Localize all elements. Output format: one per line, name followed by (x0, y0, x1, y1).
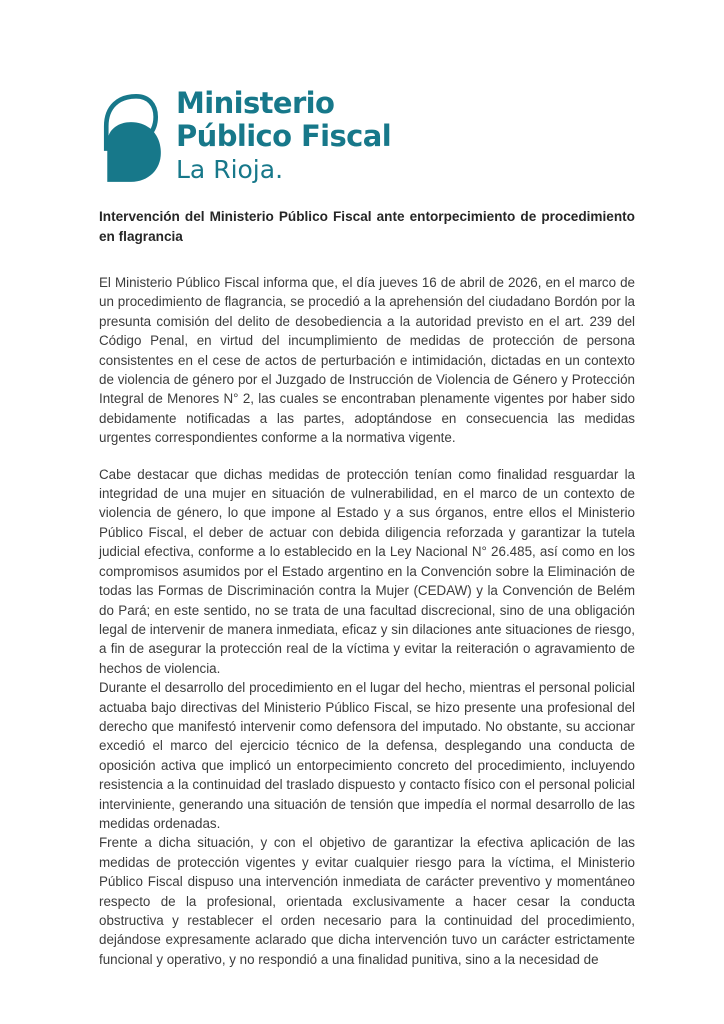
body-paragraph-2: Cabe destacar que dichas medidas de protección tenían como finalidad resguardar la integridad de una mujer en situación de vulnerabilidad, en el marco de un contexto de violencia de género, lo que impone al Estado y a sus órganos, entre ellos el Ministerio Público Fiscal, el deber de actuar con debida diligencia reforzada y garantizar la tutela judicial efectiva, conforme a lo establecido en la Ley Nacional N° 26.485, así como en los compromisos asumidos por el Estado argentino en la Convención sobre la Eliminación de todas las Formas de Discriminación contra la Mujer (CEDAW) y la Convención de Belém do Pará; en este sentido, no se trata de una facultad discrecional, sino de una obligación legal de intervenir de manera inmediata, eficaz y sin dilaciones ante situaciones de riesgo, a fin de asegurar la protección real de la víctima y evitar la reiteración o agravamiento de hechos de violencia. (99, 466, 635, 676)
letterhead (99, 85, 391, 188)
body-paragraph-1: El Ministerio Público Fiscal informa que, el día jueves 16 de abril de 2026, en el marco de un procedimiento de flagrancia, se procedió a la aprehensión del ciudadano Bordón por la presunta comisión del delito de desobediencia a la autoridad previsto en el art. 239 del Código Penal, en virtud del incumplimiento de medidas de protección de persona consistentes en el cese de actos de perturbación e intimidación, dictadas en un contexto de violencia de género por el Juzgado de Instrucción de Violencia de Género y Protección Integral de Menores N° 2, las cuales se encontraban plenamente vigentes por haber sido debidamente notificadas a las partes, adoptándose en consecuencia las medidas urgentes correspondientes conforme a la normativa vigente. (99, 275, 635, 446)
body-paragraph-4: Frente a dicha situación, y con el objetivo de garantizar la efectiva aplicación de las medidas de protección vigentes y evitar cualquier riesgo para la víctima, el Ministerio Público Fiscal dispuso una intervención inmediata de carácter preventivo y momentáneo respecto de la profesional, orientada exclusivamente a hacer cesar la conducta obstructiva y restablecer el orden necesario para la continuidad del procedimiento, dejándose expresamente aclarado que dicha intervención tuvo un carácter estrictamente funcional y operativo, y no respondió a una finalidad punitiva, sino a la necesidad de (99, 835, 635, 967)
brand-name-line1: Ministerio (176, 86, 335, 120)
document-title: Intervención del Ministerio Público Fiscal ante entorpecimiento de procedimiento en flagrancia (99, 209, 635, 244)
logo-drop-solid (107, 122, 161, 182)
body-paragraph-3: Durante el desarrollo del procedimiento en el lugar del hecho, mientras el personal policial actuaba bajo directivas del Ministerio Público Fiscal, se hizo presente una profesional del derecho que manifestó intervenir como defensora del imputado. No obstante, su accionar excedió el marco del ejercicio técnico de la defensa, desplegando una conducta de oposición activa que implicó un entorpecimiento concreto del procedimiento, incluyendo resistencia a la continuidad del traslado dispuesto y contacto físico con el personal policial interviniente, generando una situación de tensión que impedía el normal desarrollo de las medidas ordenadas. (99, 680, 635, 831)
brand-region-label: La Rioja. (176, 155, 284, 184)
brand-block (176, 85, 391, 184)
brand-name-line2: Público Fiscal (176, 119, 392, 153)
mpf-logo-icon (99, 85, 165, 188)
brand-name (176, 87, 391, 153)
document-body (99, 207, 635, 969)
